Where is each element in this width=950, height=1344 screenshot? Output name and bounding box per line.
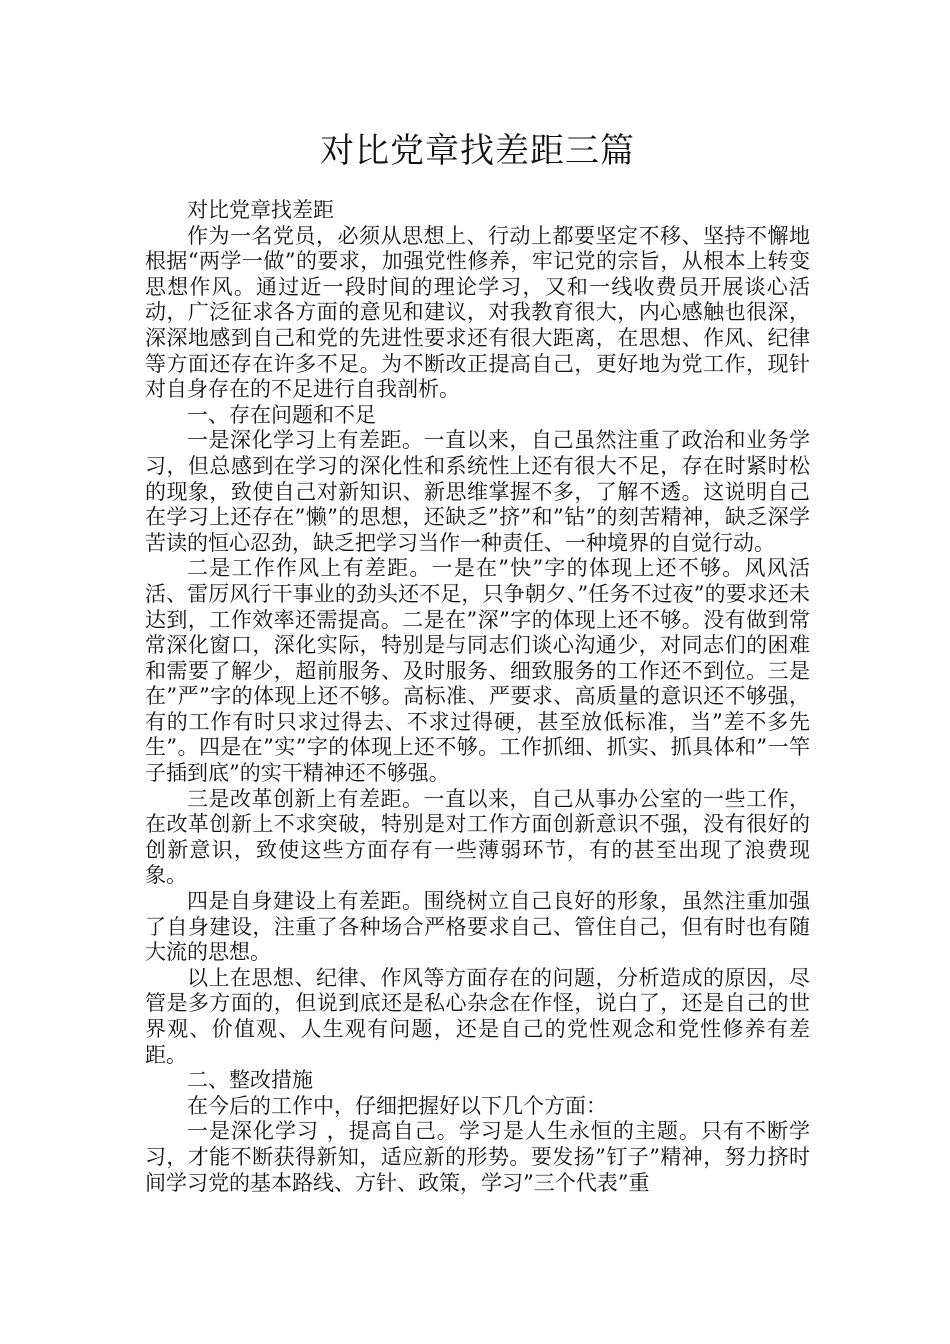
- section-heading-problems: 一、存在问题和不足: [187, 402, 376, 427]
- document-title: 对比党章找差距三篇: [320, 131, 635, 171]
- problem-paragraph-style: 二是工作作风上有差距。一是在”快”字的体现上还不够。风风活活、雷厉风行干事业的劲头还不足，只争朝夕、”任务不过夜”的要求还未达到，工作效率还需提高。二是在”深”字的体现上还不够。没有做到常常深化窗口，深化实际，特别是与同志们谈心沟通少，对同志们的困难和需要了解少，超前服务、及时服务、细致服务的工作还不到位。三是在”严”字的体现上还不够。高标准、严要求、高质量的意识还不够强，有的工作有时只求过得去、不求过得硬，甚至放低标准，当”差不多先生”。四是在”实”字的体现上还不够。工作抓细、抓实、抓具体和”一竿子插到底”的实干精神还不够强。: [145, 556, 810, 786]
- problem-paragraph-self-building: 四是自身建设上有差距。围绕树立自己良好的形象，虽然注重加强了自身建设，注重了各种场合严格要求自己、管住自己，但有时也有随大流的思想。: [145, 889, 810, 965]
- measure-paragraph-study: 一是深化学习 ，提高自己。学习是人生永恒的主题。只有不断学习，才能不断获得新知，适应新的形势。要发扬”钉子”精神，努力挤时间学习党的基本路线、方针、政策，学习”三个代表”重: [145, 1119, 810, 1195]
- measures-intro-paragraph: 在今后的工作中，仔细把握好以下几个方面：: [187, 1093, 607, 1118]
- intro-paragraph: 作为一名党员，必须从思想上、行动上都要坚定不移、坚持不懈地根据“两学一做”的要求，加强党性修养，牢记党的宗旨，从根本上转变思想作风。通过近一段时间的理论学习，又和一线收费员开展谈心活动，广泛征求各方面的意见和建议，对我教育很大，内心感触也很深，深深地感到自己和党的先进性要求还有很大距离，在思想、作风、纪律等方面还存在许多不足。为不断改正提高自己，更好地为党工作，现针对自身存在的不足进行自我剖析。: [145, 223, 810, 402]
- document-page: [145, 128, 810, 1196]
- problem-paragraph-study: 一是深化学习上有差距。一直以来，自己虽然注重了政治和业务学习，但总感到在学习的深化性和系统性上还有很大不足，存在时紧时松的现象，致使自己对新知识、新思维掌握不多，了解不透。这说明自己在学习上还存在”懒”的思想，还缺乏”挤”和”钻”的刻苦精神，缺乏深学苦读的恒心忍劲，缺乏把学习当作一种责任、一种境界的自觉行动。: [145, 428, 810, 555]
- subtitle-paragraph: 对比党章找差距: [187, 198, 334, 222]
- problem-paragraph-innovation: 三是改革创新上有差距。一直以来，自己从事办公室的一些工作，在改革创新上不求突破，特别是对工作方面创新意识不强，没有很好的创新意识，致使这些方面存有一些薄弱环节，有的甚至出现了浪费现象。: [145, 786, 810, 888]
- cause-analysis-paragraph: 以上在思想、纪律、作风等方面存在的问题，分析造成的原因，尽管是多方面的，但说到底还是私心杂念在作怪，说白了，还是自己的世界观、价值观、人生观有问题，还是自己的党性观念和党性修养有差距。: [145, 965, 810, 1067]
- section-heading-measures: 二、整改措施: [187, 1068, 313, 1093]
